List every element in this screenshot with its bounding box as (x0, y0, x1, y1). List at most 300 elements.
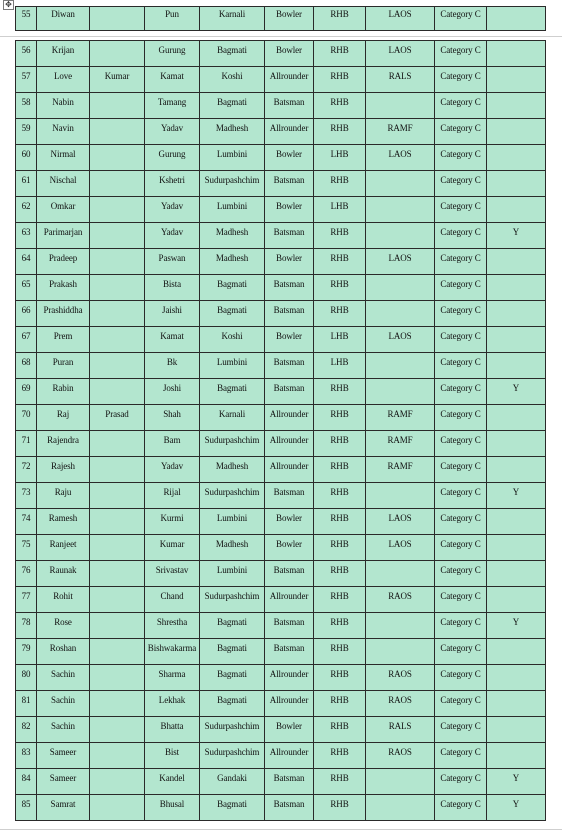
cell-middle[interactable] (90, 483, 145, 509)
cell-flag[interactable] (487, 535, 546, 561)
cell-flag[interactable] (487, 509, 546, 535)
cell-category[interactable]: Category C (435, 379, 487, 405)
cell-role[interactable]: Batsman (265, 795, 314, 821)
cell-province[interactable]: Madhesh (200, 223, 265, 249)
cell-province[interactable]: Madhesh (200, 249, 265, 275)
cell-flag[interactable] (487, 405, 546, 431)
cell-role[interactable]: Batsman (265, 223, 314, 249)
cell-flag[interactable] (487, 7, 546, 31)
cell-first[interactable]: Sameer (37, 743, 90, 769)
cell-category[interactable]: Category C (435, 41, 487, 67)
cell-last[interactable]: Bam (145, 431, 200, 457)
cell-category[interactable]: Category C (435, 67, 487, 93)
table-move-handle-icon[interactable]: ✥ (3, 0, 14, 10)
cell-bowl[interactable]: LAOS (366, 145, 435, 171)
cell-middle[interactable] (90, 587, 145, 613)
cell-middle[interactable] (90, 93, 145, 119)
cell-last[interactable]: Chand (145, 587, 200, 613)
cell-bowl[interactable]: RAMF (366, 119, 435, 145)
cell-bat[interactable]: RHB (314, 379, 366, 405)
cell-bowl[interactable] (366, 223, 435, 249)
cell-first[interactable]: Rajendra (37, 431, 90, 457)
cell-flag[interactable] (487, 587, 546, 613)
cell-province[interactable]: Madhesh (200, 535, 265, 561)
cell-category[interactable]: Category C (435, 249, 487, 275)
cell-last[interactable]: Kshetri (145, 171, 200, 197)
cell-flag[interactable] (487, 639, 546, 665)
cell-province[interactable]: Lumbini (200, 509, 265, 535)
cell-bat[interactable]: RHB (314, 457, 366, 483)
cell-flag[interactable] (487, 197, 546, 223)
cell-province[interactable]: Bagmati (200, 795, 265, 821)
cell-last[interactable]: Bishwakarma (145, 639, 200, 665)
cell-province[interactable]: Sudurpashchim (200, 483, 265, 509)
cell-first[interactable]: Prakash (37, 275, 90, 301)
cell-province[interactable]: Madhesh (200, 457, 265, 483)
cell-no[interactable]: 77 (16, 587, 37, 613)
cell-no[interactable]: 72 (16, 457, 37, 483)
cell-flag[interactable] (487, 41, 546, 67)
cell-middle[interactable] (90, 769, 145, 795)
cell-first[interactable]: Ramesh (37, 509, 90, 535)
cell-role[interactable]: Batsman (265, 613, 314, 639)
cell-middle[interactable] (90, 379, 145, 405)
cell-bat[interactable]: RHB (314, 535, 366, 561)
cell-middle[interactable] (90, 561, 145, 587)
cell-role[interactable]: Bowler (265, 7, 314, 31)
cell-first[interactable]: Roshan (37, 639, 90, 665)
cell-bowl[interactable] (366, 197, 435, 223)
cell-province[interactable]: Bagmati (200, 379, 265, 405)
cell-bowl[interactable]: LAOS (366, 509, 435, 535)
cell-middle[interactable] (90, 223, 145, 249)
cell-flag[interactable] (487, 327, 546, 353)
cell-first[interactable]: Diwan (37, 7, 90, 31)
cell-first[interactable]: Prem (37, 327, 90, 353)
cell-first[interactable]: Nabin (37, 93, 90, 119)
cell-bat[interactable]: RHB (314, 743, 366, 769)
cell-bat[interactable]: RHB (314, 223, 366, 249)
cell-middle[interactable] (90, 301, 145, 327)
cell-role[interactable]: Bowler (265, 41, 314, 67)
cell-flag[interactable] (487, 119, 546, 145)
cell-middle[interactable] (90, 535, 145, 561)
cell-middle[interactable] (90, 691, 145, 717)
cell-no[interactable]: 65 (16, 275, 37, 301)
cell-last[interactable]: Joshi (145, 379, 200, 405)
cell-category[interactable]: Category C (435, 119, 487, 145)
cell-role[interactable]: Allrounder (265, 665, 314, 691)
cell-last[interactable]: Kurmi (145, 509, 200, 535)
cell-no[interactable]: 58 (16, 93, 37, 119)
cell-flag[interactable] (487, 275, 546, 301)
cell-bat[interactable]: RHB (314, 483, 366, 509)
cell-first[interactable]: Samrat (37, 795, 90, 821)
cell-no[interactable]: 63 (16, 223, 37, 249)
cell-no[interactable]: 73 (16, 483, 37, 509)
cell-role[interactable]: Allrounder (265, 431, 314, 457)
cell-last[interactable]: Bist (145, 743, 200, 769)
cell-middle[interactable] (90, 353, 145, 379)
cell-province[interactable]: Bagmati (200, 275, 265, 301)
cell-middle[interactable] (90, 119, 145, 145)
cell-role[interactable]: Bowler (265, 509, 314, 535)
cell-province[interactable]: Koshi (200, 67, 265, 93)
cell-bowl[interactable] (366, 561, 435, 587)
cell-bat[interactable]: RHB (314, 769, 366, 795)
cell-bowl[interactable] (366, 769, 435, 795)
cell-role[interactable]: Batsman (265, 275, 314, 301)
cell-flag[interactable] (487, 145, 546, 171)
cell-first[interactable]: Raj (37, 405, 90, 431)
cell-bat[interactable]: RHB (314, 691, 366, 717)
cell-bowl[interactable] (366, 639, 435, 665)
cell-first[interactable]: Nischal (37, 171, 90, 197)
cell-last[interactable]: Shah (145, 405, 200, 431)
cell-role[interactable]: Batsman (265, 483, 314, 509)
cell-flag[interactable] (487, 743, 546, 769)
cell-first[interactable]: Rohit (37, 587, 90, 613)
cell-first[interactable]: Sameer (37, 769, 90, 795)
cell-category[interactable]: Category C (435, 483, 487, 509)
cell-last[interactable]: Yadav (145, 197, 200, 223)
cell-middle[interactable] (90, 275, 145, 301)
cell-no[interactable]: 70 (16, 405, 37, 431)
cell-no[interactable]: 56 (16, 41, 37, 67)
cell-no[interactable]: 83 (16, 743, 37, 769)
cell-province[interactable]: Lumbini (200, 197, 265, 223)
cell-role[interactable]: Bowler (265, 535, 314, 561)
cell-flag[interactable]: Y (487, 613, 546, 639)
cell-category[interactable]: Category C (435, 7, 487, 31)
cell-bowl[interactable] (366, 301, 435, 327)
cell-role[interactable]: Batsman (265, 769, 314, 795)
cell-flag[interactable] (487, 67, 546, 93)
cell-role[interactable]: Batsman (265, 301, 314, 327)
cell-role[interactable]: Bowler (265, 145, 314, 171)
cell-province[interactable]: Sudurpashchim (200, 743, 265, 769)
cell-bat[interactable]: RHB (314, 119, 366, 145)
cell-category[interactable]: Category C (435, 327, 487, 353)
cell-no[interactable]: 60 (16, 145, 37, 171)
cell-province[interactable]: Sudurpashchim (200, 431, 265, 457)
cell-no[interactable]: 62 (16, 197, 37, 223)
cell-no[interactable]: 75 (16, 535, 37, 561)
cell-bowl[interactable]: RAOS (366, 665, 435, 691)
cell-last[interactable]: Jaishi (145, 301, 200, 327)
cell-bowl[interactable] (366, 353, 435, 379)
cell-last[interactable]: Srivastav (145, 561, 200, 587)
cell-first[interactable]: Parimarjan (37, 223, 90, 249)
cell-last[interactable]: Shrestha (145, 613, 200, 639)
cell-province[interactable]: Madhesh (200, 119, 265, 145)
cell-bowl[interactable]: RAMF (366, 405, 435, 431)
cell-middle[interactable] (90, 509, 145, 535)
cell-no[interactable]: 74 (16, 509, 37, 535)
cell-no[interactable]: 69 (16, 379, 37, 405)
cell-first[interactable]: Sachin (37, 717, 90, 743)
cell-category[interactable]: Category C (435, 795, 487, 821)
cell-bowl[interactable]: RAOS (366, 743, 435, 769)
cell-category[interactable]: Category C (435, 535, 487, 561)
cell-first[interactable]: Sachin (37, 691, 90, 717)
cell-bowl[interactable]: LAOS (366, 535, 435, 561)
cell-flag[interactable]: Y (487, 379, 546, 405)
cell-middle[interactable] (90, 249, 145, 275)
cell-no[interactable]: 80 (16, 665, 37, 691)
cell-province[interactable]: Lumbini (200, 145, 265, 171)
cell-province[interactable]: Gandaki (200, 769, 265, 795)
cell-bat[interactable]: LHB (314, 197, 366, 223)
cell-role[interactable]: Allrounder (265, 691, 314, 717)
cell-role[interactable]: Batsman (265, 353, 314, 379)
cell-role[interactable]: Batsman (265, 93, 314, 119)
cell-bat[interactable]: RHB (314, 171, 366, 197)
cell-flag[interactable]: Y (487, 769, 546, 795)
cell-no[interactable]: 64 (16, 249, 37, 275)
cell-category[interactable]: Category C (435, 431, 487, 457)
cell-province[interactable]: Sudurpashchim (200, 171, 265, 197)
cell-category[interactable]: Category C (435, 665, 487, 691)
cell-bat[interactable]: RHB (314, 795, 366, 821)
cell-category[interactable]: Category C (435, 509, 487, 535)
cell-first[interactable]: Omkar (37, 197, 90, 223)
cell-first[interactable]: Rabin (37, 379, 90, 405)
cell-first[interactable]: Ranjeet (37, 535, 90, 561)
cell-province[interactable]: Karnali (200, 405, 265, 431)
cell-province[interactable]: Bagmati (200, 93, 265, 119)
cell-province[interactable]: Karnali (200, 7, 265, 31)
cell-no[interactable]: 85 (16, 795, 37, 821)
cell-province[interactable]: Koshi (200, 327, 265, 353)
cell-first[interactable]: Navin (37, 119, 90, 145)
cell-no[interactable]: 66 (16, 301, 37, 327)
cell-bowl[interactable]: RALS (366, 717, 435, 743)
cell-province[interactable]: Sudurpashchim (200, 717, 265, 743)
cell-middle[interactable] (90, 717, 145, 743)
cell-last[interactable]: Kumar (145, 535, 200, 561)
cell-middle[interactable] (90, 171, 145, 197)
cell-bat[interactable]: RHB (314, 7, 366, 31)
cell-bat[interactable]: RHB (314, 249, 366, 275)
cell-no[interactable]: 81 (16, 691, 37, 717)
cell-no[interactable]: 71 (16, 431, 37, 457)
cell-role[interactable]: Allrounder (265, 119, 314, 145)
cell-first[interactable]: Prashiddha (37, 301, 90, 327)
cell-bowl[interactable]: LAOS (366, 249, 435, 275)
cell-last[interactable]: Tamang (145, 93, 200, 119)
cell-province[interactable]: Bagmati (200, 613, 265, 639)
cell-role[interactable]: Allrounder (265, 67, 314, 93)
cell-last[interactable]: Bista (145, 275, 200, 301)
cell-first[interactable]: Love (37, 67, 90, 93)
cell-last[interactable]: Gurung (145, 145, 200, 171)
cell-bowl[interactable]: RAOS (366, 587, 435, 613)
cell-category[interactable]: Category C (435, 145, 487, 171)
cell-role[interactable]: Allrounder (265, 587, 314, 613)
cell-bat[interactable]: RHB (314, 665, 366, 691)
cell-last[interactable]: Pun (145, 7, 200, 31)
cell-province[interactable]: Bagmati (200, 301, 265, 327)
cell-first[interactable]: Raju (37, 483, 90, 509)
cell-bat[interactable]: RHB (314, 717, 366, 743)
cell-bat[interactable]: RHB (314, 301, 366, 327)
cell-first[interactable]: Rose (37, 613, 90, 639)
cell-bowl[interactable] (366, 379, 435, 405)
cell-first[interactable]: Rajesh (37, 457, 90, 483)
cell-bowl[interactable] (366, 275, 435, 301)
cell-no[interactable]: 68 (16, 353, 37, 379)
cell-last[interactable]: Kandel (145, 769, 200, 795)
cell-flag[interactable] (487, 301, 546, 327)
cell-no[interactable]: 59 (16, 119, 37, 145)
cell-province[interactable]: Sudurpashchim (200, 587, 265, 613)
cell-role[interactable]: Allrounder (265, 743, 314, 769)
cell-category[interactable]: Category C (435, 353, 487, 379)
cell-bowl[interactable] (366, 171, 435, 197)
cell-role[interactable]: Batsman (265, 379, 314, 405)
cell-bat[interactable]: LHB (314, 327, 366, 353)
cell-last[interactable]: Kamat (145, 67, 200, 93)
cell-category[interactable]: Category C (435, 561, 487, 587)
cell-last[interactable]: Lekhak (145, 691, 200, 717)
cell-last[interactable]: Bk (145, 353, 200, 379)
cell-bowl[interactable] (366, 93, 435, 119)
cell-middle[interactable] (90, 41, 145, 67)
cell-flag[interactable] (487, 353, 546, 379)
cell-bat[interactable]: LHB (314, 145, 366, 171)
cell-category[interactable]: Category C (435, 171, 487, 197)
cell-middle[interactable] (90, 743, 145, 769)
cell-middle[interactable] (90, 613, 145, 639)
cell-first[interactable]: Nirmal (37, 145, 90, 171)
cell-middle[interactable]: Prasad (90, 405, 145, 431)
cell-role[interactable]: Batsman (265, 639, 314, 665)
cell-last[interactable]: Gurung (145, 41, 200, 67)
cell-bat[interactable]: LHB (314, 353, 366, 379)
cell-middle[interactable] (90, 145, 145, 171)
cell-flag[interactable]: Y (487, 223, 546, 249)
cell-flag[interactable]: Y (487, 795, 546, 821)
cell-middle[interactable] (90, 327, 145, 353)
cell-last[interactable]: Kamat (145, 327, 200, 353)
cell-flag[interactable] (487, 665, 546, 691)
cell-flag[interactable] (487, 171, 546, 197)
cell-category[interactable]: Category C (435, 639, 487, 665)
cell-bat[interactable]: RHB (314, 41, 366, 67)
cell-no[interactable]: 67 (16, 327, 37, 353)
cell-last[interactable]: Paswan (145, 249, 200, 275)
cell-bowl[interactable]: RAMF (366, 457, 435, 483)
cell-bat[interactable]: RHB (314, 561, 366, 587)
cell-middle[interactable] (90, 431, 145, 457)
cell-last[interactable]: Yadav (145, 119, 200, 145)
cell-bowl[interactable]: RAMF (366, 431, 435, 457)
cell-category[interactable]: Category C (435, 691, 487, 717)
cell-bat[interactable]: RHB (314, 275, 366, 301)
cell-category[interactable]: Category C (435, 301, 487, 327)
cell-role[interactable]: Allrounder (265, 405, 314, 431)
cell-category[interactable]: Category C (435, 769, 487, 795)
cell-role[interactable]: Bowler (265, 717, 314, 743)
cell-role[interactable]: Batsman (265, 561, 314, 587)
cell-flag[interactable] (487, 561, 546, 587)
cell-no[interactable]: 79 (16, 639, 37, 665)
cell-flag[interactable] (487, 691, 546, 717)
cell-first[interactable]: Pradeep (37, 249, 90, 275)
cell-category[interactable]: Category C (435, 743, 487, 769)
cell-bowl[interactable]: RAOS (366, 691, 435, 717)
cell-bowl[interactable] (366, 483, 435, 509)
cell-bat[interactable]: RHB (314, 405, 366, 431)
cell-category[interactable]: Category C (435, 275, 487, 301)
cell-role[interactable]: Bowler (265, 197, 314, 223)
cell-role[interactable]: Allrounder (265, 457, 314, 483)
cell-last[interactable]: Yadav (145, 457, 200, 483)
cell-middle[interactable]: Kumar (90, 67, 145, 93)
cell-last[interactable]: Bhusal (145, 795, 200, 821)
cell-bat[interactable]: RHB (314, 431, 366, 457)
cell-last[interactable]: Sharma (145, 665, 200, 691)
cell-category[interactable]: Category C (435, 197, 487, 223)
cell-category[interactable]: Category C (435, 93, 487, 119)
cell-middle[interactable] (90, 457, 145, 483)
cell-no[interactable]: 78 (16, 613, 37, 639)
cell-middle[interactable] (90, 197, 145, 223)
cell-category[interactable]: Category C (435, 223, 487, 249)
cell-last[interactable]: Yadav (145, 223, 200, 249)
cell-flag[interactable]: Y (487, 483, 546, 509)
cell-province[interactable]: Bagmati (200, 665, 265, 691)
cell-province[interactable]: Bagmati (200, 691, 265, 717)
cell-middle[interactable] (90, 795, 145, 821)
cell-flag[interactable] (487, 717, 546, 743)
cell-no[interactable]: 55 (16, 7, 37, 31)
cell-first[interactable]: Puran (37, 353, 90, 379)
cell-no[interactable]: 84 (16, 769, 37, 795)
cell-no[interactable]: 61 (16, 171, 37, 197)
cell-flag[interactable] (487, 93, 546, 119)
cell-bat[interactable]: RHB (314, 509, 366, 535)
cell-province[interactable]: Lumbini (200, 353, 265, 379)
cell-category[interactable]: Category C (435, 405, 487, 431)
cell-bat[interactable]: RHB (314, 587, 366, 613)
cell-first[interactable]: Sachin (37, 665, 90, 691)
cell-middle[interactable] (90, 665, 145, 691)
cell-middle[interactable] (90, 639, 145, 665)
cell-role[interactable]: Batsman (265, 171, 314, 197)
cell-bowl[interactable]: LAOS (366, 41, 435, 67)
cell-no[interactable]: 82 (16, 717, 37, 743)
cell-bowl[interactable]: LAOS (366, 327, 435, 353)
cell-province[interactable]: Lumbini (200, 561, 265, 587)
cell-category[interactable]: Category C (435, 457, 487, 483)
cell-bowl[interactable]: RALS (366, 67, 435, 93)
cell-middle[interactable] (90, 7, 145, 31)
cell-last[interactable]: Bhatta (145, 717, 200, 743)
cell-province[interactable]: Bagmati (200, 639, 265, 665)
cell-role[interactable]: Bowler (265, 327, 314, 353)
cell-bat[interactable]: RHB (314, 613, 366, 639)
cell-province[interactable]: Bagmati (200, 41, 265, 67)
cell-flag[interactable] (487, 431, 546, 457)
cell-no[interactable]: 57 (16, 67, 37, 93)
cell-flag[interactable] (487, 457, 546, 483)
cell-role[interactable]: Bowler (265, 249, 314, 275)
cell-bowl[interactable] (366, 795, 435, 821)
cell-first[interactable]: Krijan (37, 41, 90, 67)
cell-category[interactable]: Category C (435, 587, 487, 613)
